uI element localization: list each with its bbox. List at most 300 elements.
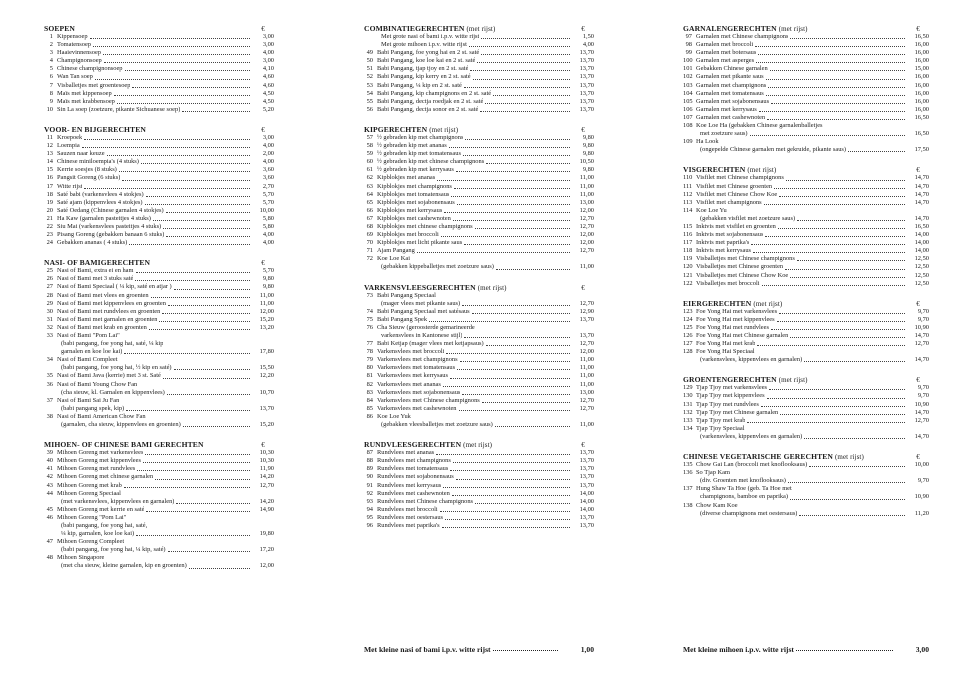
- section-title: [683, 165, 776, 174]
- dot-leader: [470, 70, 570, 71]
- item-name: Ha Look: [696, 138, 719, 146]
- menu-item: [44, 397, 274, 405]
- dot-leader: [796, 650, 893, 651]
- item-name: Garnalen met Chinese champignons: [696, 33, 789, 40]
- menu-item: [683, 469, 929, 477]
- dot-leader: [799, 515, 905, 516]
- dot-leader: [440, 511, 570, 512]
- item-price: 14,70: [914, 214, 929, 222]
- item-name: Inktvis met paprika's: [696, 239, 750, 247]
- menu-item: [364, 292, 594, 300]
- dot-leader: [174, 289, 250, 290]
- menu-item: [44, 166, 274, 174]
- item-number: 21: [46, 214, 53, 222]
- section-note: (met rijst): [778, 376, 808, 385]
- dot-leader: [758, 54, 905, 55]
- item-number: 104: [683, 89, 693, 97]
- dot-leader: [759, 111, 905, 112]
- menu-item: [44, 514, 274, 522]
- menu-item: [44, 554, 274, 562]
- item-price: 16,00: [914, 97, 929, 105]
- dot-leader: [146, 196, 250, 197]
- item-name: Nasi of Bami met rundvlees en groenten: [57, 307, 161, 315]
- item-name: (babi pangang, foe yong hai, saté,: [61, 521, 148, 529]
- item-name: Kipblokjes met ananas: [377, 174, 436, 182]
- item-price: 3,00: [262, 133, 274, 141]
- section-title-text: MIHOEN- OF CHINESE BAMI GERECHTEN: [44, 440, 204, 450]
- item-number: 12: [46, 142, 53, 150]
- section-header: [683, 450, 929, 461]
- item-price: 14,70: [914, 408, 929, 416]
- dot-leader: [442, 527, 570, 528]
- menu-item: [364, 90, 594, 98]
- menu-item: [683, 417, 929, 425]
- item-number: 28: [46, 291, 53, 299]
- item-price: 11,20: [914, 509, 929, 517]
- dot-leader: [104, 62, 250, 63]
- item-number: 62: [366, 174, 373, 182]
- item-price: 14,00: [914, 231, 929, 239]
- item-name: garnalen en koe loe kai): [61, 348, 123, 356]
- menu-item: [364, 215, 594, 223]
- item-price: 14,00: [914, 239, 929, 247]
- item-price: 4,00: [262, 231, 274, 239]
- item-name: Babi Pangang, kip champignons en 2 st. saté: [377, 89, 492, 97]
- item-name: Saté babi (varkensvlees 4 stokjes): [57, 190, 144, 198]
- item-name: Rundvlees met sojabonensaus: [377, 473, 454, 481]
- item-name: Koe Loe Kai: [377, 255, 411, 263]
- item-price: 16,00: [914, 81, 929, 89]
- item-name: Rundvlees met broccoli: [377, 505, 438, 513]
- menu-item: [44, 356, 274, 364]
- item-number: 98: [685, 41, 692, 49]
- item-number: 83: [366, 388, 373, 396]
- menu-item: [683, 207, 929, 215]
- menu-item: [44, 142, 274, 150]
- dot-leader: [417, 252, 570, 253]
- item-price: 14,00: [914, 247, 929, 255]
- item-name: Varkensvlees met kerrysaus: [377, 372, 448, 380]
- dot-leader: [480, 111, 570, 112]
- item-name: Maïs met kippensoep: [57, 89, 112, 97]
- menu-item: [683, 392, 929, 400]
- dot-leader: [436, 454, 570, 455]
- item-name: Garnalen met broccoli: [696, 41, 754, 49]
- item-number: 115: [683, 222, 693, 230]
- item-price: 13,70: [579, 457, 594, 465]
- section-title: [364, 283, 507, 292]
- footer-price: 3,00: [915, 645, 929, 654]
- item-name: Visballetjes met Chinese champignons: [696, 255, 795, 263]
- item-number: 49: [366, 49, 373, 57]
- item-name: Pangsit Goreng (6 stuks): [57, 174, 121, 182]
- item-number: 77: [366, 340, 373, 348]
- item-price: 9,80: [582, 150, 594, 158]
- item-name: Kipblokjes met cashewnoten: [377, 214, 451, 222]
- dot-leader: [168, 305, 250, 306]
- item-number: 113: [683, 198, 693, 206]
- dot-leader: [441, 236, 570, 237]
- item-number: 125: [683, 323, 693, 331]
- item-price: 14,70: [914, 182, 929, 190]
- dot-leader: [456, 171, 570, 172]
- item-name: Kipblokjes met sojabonensaus: [377, 198, 455, 206]
- dot-leader: [163, 228, 250, 229]
- item-price: 13,70: [579, 89, 594, 97]
- dot-leader: [780, 414, 905, 415]
- item-price: 11,00: [579, 182, 594, 190]
- dot-leader: [168, 551, 250, 552]
- item-price: 4,00: [262, 158, 274, 166]
- menu-item: [364, 174, 594, 182]
- item-price: 4,00: [262, 239, 274, 247]
- item-price: 14,00: [579, 497, 594, 505]
- item-name: Babi Pangang, ¼ kip en 2 st. saté: [377, 81, 462, 89]
- menu-item: [44, 449, 274, 457]
- menu-item: [364, 348, 594, 356]
- item-number: 36: [46, 380, 53, 388]
- item-number: 59: [366, 150, 373, 158]
- section-title-text: VARKENSVLEESGERECHTEN: [364, 282, 476, 292]
- dot-leader: [762, 285, 905, 286]
- item-name: Varkensvlees met ananas: [377, 380, 441, 388]
- item-price: 16,00: [914, 57, 929, 65]
- item-number: 92: [366, 489, 373, 497]
- menu-item: [683, 231, 929, 239]
- item-price: 13,70: [579, 465, 594, 473]
- dot-leader: [493, 95, 570, 96]
- item-price: 4,00: [262, 142, 274, 150]
- dot-leader: [788, 482, 905, 483]
- dot-leader: [444, 212, 570, 213]
- section-title: [683, 452, 864, 461]
- item-price: 11,00: [579, 372, 594, 380]
- dot-leader: [786, 180, 905, 181]
- item-number: 50: [366, 57, 373, 65]
- item-number: 60: [366, 158, 373, 166]
- item-number: 68: [366, 222, 373, 230]
- dot-leader: [767, 398, 905, 399]
- dot-leader: [767, 119, 905, 120]
- item-price: 9,80: [582, 142, 594, 150]
- item-number: 23: [46, 231, 53, 239]
- dot-leader: [481, 54, 570, 55]
- item-price: 12,00: [579, 206, 594, 214]
- menu-item: [44, 150, 274, 158]
- item-name: ½ gebraden kip met tomatensaus: [377, 150, 461, 158]
- dot-leader: [475, 503, 570, 504]
- item-name: Rundvlees met kerrysaus: [377, 481, 442, 489]
- item-number: 13: [46, 150, 53, 158]
- item-name: Mihoen Goreng met varkensvlees: [57, 449, 144, 457]
- menu-item: [683, 425, 929, 433]
- item-number: 135: [683, 461, 693, 469]
- dot-leader: [804, 438, 905, 439]
- item-name: Babi Pangang Speciaal: [377, 291, 436, 299]
- item-name: Koe Loe Yu: [696, 206, 727, 214]
- item-price: 3,60: [262, 174, 274, 182]
- section-header: [364, 123, 594, 134]
- item-number: 48: [46, 554, 53, 562]
- section-header: [44, 123, 274, 134]
- item-price: 11,00: [579, 364, 594, 372]
- euro-symbol: €: [261, 259, 265, 268]
- section-header: [44, 256, 274, 267]
- item-name: Visballetjes met Chinese Chow Koe: [696, 271, 789, 279]
- item-name: Visfilet met Chinese groenten: [696, 182, 773, 190]
- item-name: Siu Mai (varkensvlees pasteitjes 4 stuks): [57, 222, 162, 230]
- item-name: Hung Shaw Ta Hoe (geb. Ta Hoe met: [696, 485, 792, 493]
- item-number: 129: [683, 384, 693, 392]
- dot-leader: [159, 321, 250, 322]
- item-number: 7: [49, 81, 53, 89]
- dot-leader: [149, 329, 250, 330]
- menu-column-1: [44, 22, 274, 571]
- menu-section: [683, 373, 929, 441]
- menu-item: [44, 174, 274, 182]
- menu-item: [683, 409, 929, 417]
- item-number: 94: [366, 505, 373, 513]
- item-number: 134: [683, 424, 693, 432]
- item-name: Babi Pangang, foe yong hai en 2 st. saté: [377, 49, 480, 57]
- item-name: (gebakken visfilet met zoetzure saus): [700, 214, 796, 222]
- item-price: 14,70: [914, 356, 929, 364]
- item-price: 15,00: [914, 65, 929, 73]
- menu-item-description: [683, 146, 929, 154]
- item-number: 57: [366, 133, 373, 141]
- item-price: 14,20: [259, 473, 274, 481]
- section-title: [683, 375, 808, 384]
- dot-leader: [464, 337, 570, 338]
- menu-item: [44, 308, 274, 316]
- item-number: 86: [366, 412, 373, 420]
- dot-leader: [135, 280, 250, 281]
- item-price: 15,50: [259, 364, 274, 372]
- section-title: [364, 24, 495, 33]
- menu-item: [683, 122, 929, 130]
- item-price: 12,00: [259, 307, 274, 315]
- menu-item: [683, 247, 929, 255]
- menu-item: [683, 324, 929, 332]
- item-name: Kroepoek: [57, 133, 83, 141]
- item-number: 17: [46, 182, 53, 190]
- item-name: Varkensvlees met tomatensaus: [377, 364, 456, 372]
- item-name: Nasi of Bami Speciaal ( ¼ kip, saté en atjar ): [57, 283, 172, 291]
- dot-leader: [462, 394, 570, 395]
- item-price: 12,50: [914, 271, 929, 279]
- item-price: 16,50: [914, 222, 929, 230]
- item-name: Wan Tan soep: [57, 73, 93, 81]
- menu-item: [683, 114, 929, 122]
- menu-item-description: [364, 263, 594, 271]
- section-title-text: GROENTENGERECHTEN: [683, 375, 777, 385]
- menu-item: [683, 502, 929, 510]
- menu-item: [364, 191, 594, 199]
- dot-leader: [477, 62, 570, 63]
- section-title: [364, 440, 492, 449]
- dot-leader: [456, 479, 570, 480]
- item-name: champignons, bamboe en paprika): [700, 493, 789, 501]
- item-name: ½ gebraden kip met chinese champignons: [377, 158, 485, 166]
- item-name: Babi Pangang Spek: [377, 315, 428, 323]
- item-price: 9,80: [262, 283, 274, 291]
- item-price: 13,70: [579, 57, 594, 65]
- dot-leader: [464, 87, 570, 88]
- menu-item-description: [364, 41, 594, 49]
- menu-item: [44, 215, 274, 223]
- menu-section: [683, 163, 929, 287]
- dot-leader: [770, 70, 905, 71]
- item-price: 10,90: [914, 323, 929, 331]
- item-price: 13,70: [579, 521, 594, 529]
- item-name: Varkensvlees met champignons: [377, 356, 458, 364]
- menu-item-description: [364, 300, 594, 308]
- dot-leader: [450, 470, 570, 471]
- menu-item: [44, 465, 274, 473]
- item-number: 80: [366, 364, 373, 372]
- item-name: (met varkensvlees, kippenvlees en garnalen): [61, 497, 175, 505]
- section-title: [44, 440, 204, 449]
- item-number: 123: [683, 307, 693, 315]
- item-price: 14,20: [259, 497, 274, 505]
- item-price: 13,70: [579, 449, 594, 457]
- menu-item: [364, 324, 594, 332]
- dot-leader: [797, 220, 905, 221]
- menu-item: [364, 397, 594, 405]
- item-name: Rundvlees met tomatensaus: [377, 465, 449, 473]
- dot-leader: [136, 272, 251, 273]
- item-name: Nasi of Bami met krab en groenten: [57, 323, 147, 331]
- menu-item: [364, 372, 594, 380]
- item-name: ½ gebraden kip met champignons: [377, 133, 464, 141]
- menu-item: [364, 473, 594, 481]
- item-name: (babi pangang spek, kip): [61, 404, 125, 412]
- dot-leader: [481, 38, 570, 39]
- item-number: 24: [46, 239, 53, 247]
- menu-section: [44, 438, 274, 570]
- item-name: Mihoen Goreng met rundvlees: [57, 465, 136, 473]
- dot-leader: [778, 228, 905, 229]
- dot-leader: [167, 394, 250, 395]
- item-name: Garnalen met kerrysaus: [696, 105, 757, 113]
- dot-leader: [464, 244, 570, 245]
- menu-item: [683, 272, 929, 280]
- menu-item-description: [44, 530, 274, 538]
- euro-symbol: €: [916, 166, 920, 175]
- section-note: (met rijst): [466, 25, 496, 33]
- dot-leader: [774, 188, 905, 189]
- section-title-text: COMBINATIEGERECHTEN: [364, 24, 465, 33]
- item-name: Met grote mihoen i.p.v. witte rijst: [381, 41, 467, 49]
- item-price: 2,70: [262, 182, 274, 190]
- dot-leader: [452, 495, 570, 496]
- item-price: 5,70: [262, 190, 274, 198]
- item-number: 132: [683, 408, 693, 416]
- item-name: Babi Pangang, kip kerry en 2 st. saté: [377, 73, 471, 81]
- item-number: 30: [46, 307, 53, 315]
- item-number: 101: [683, 65, 693, 73]
- item-name: Foe Yong Hai met kippenvlees: [696, 315, 775, 323]
- item-name: Babi Pangang, tjap tjoy en 2 st. saté: [377, 65, 469, 73]
- dot-leader: [166, 236, 250, 237]
- section-header: [364, 281, 594, 292]
- dot-leader: [95, 79, 250, 80]
- item-price: 15,20: [259, 315, 274, 323]
- item-number: 89: [366, 465, 373, 473]
- item-number: 2: [49, 41, 53, 49]
- item-name: Foe Yong Hai met rundvlees: [696, 323, 769, 331]
- dot-leader: [473, 79, 570, 80]
- item-price: 16,00: [914, 105, 929, 113]
- menu-item: [364, 356, 594, 364]
- menu-item-description: [44, 405, 274, 413]
- item-price: 14,70: [914, 332, 929, 339]
- item-price: 11,00: [259, 299, 274, 307]
- item-name: Pisang Goreng (gebakken banaan 6 stuks): [57, 231, 165, 239]
- section-header: [44, 22, 274, 33]
- item-price: 19,80: [259, 530, 274, 538]
- item-name: (mager vlees met pikante saus): [381, 299, 461, 307]
- menu-item: [683, 223, 929, 231]
- section-note: (met rijst): [429, 125, 459, 134]
- dot-leader: [457, 204, 570, 205]
- euro-symbol: €: [916, 376, 920, 385]
- item-name: Tjap Tjoy met kippenvlees: [696, 392, 765, 400]
- menu-item: [44, 223, 274, 231]
- item-price: 14,70: [914, 432, 929, 440]
- item-name: Sauzen naar keuze: [57, 150, 105, 158]
- item-name: Kipblokjes met chinese champignons: [377, 222, 473, 230]
- item-name: Garnalen met pikante saus: [696, 73, 764, 81]
- dot-leader: [472, 313, 570, 314]
- item-name: Nasi of Bami Young Chow Fan: [57, 380, 138, 388]
- dot-leader: [756, 62, 905, 63]
- item-name: (diverse champignons met oestersaus): [700, 509, 798, 517]
- menu-item: [364, 98, 594, 106]
- menu-item: [683, 340, 929, 348]
- menu-item: [44, 191, 274, 199]
- item-name: Foe Yong Hai met varkensvlees: [696, 307, 778, 315]
- item-name: Tjap Tjoy met rundvlees: [696, 400, 759, 408]
- item-price: 12,50: [914, 279, 929, 287]
- item-number: 27: [46, 283, 53, 291]
- menu-item-description: [683, 433, 929, 441]
- item-name: Nasi of Bami "Pom Lai": [57, 332, 120, 339]
- menu-item: [364, 364, 594, 372]
- menu-item: [683, 138, 929, 146]
- item-number: 87: [366, 449, 373, 457]
- item-name: Nasi of Bami Compleet: [57, 356, 118, 364]
- menu-item: [44, 538, 274, 546]
- item-number: 82: [366, 380, 373, 388]
- section-title-text: KIPGERECHTEN: [364, 124, 428, 134]
- item-number: 38: [46, 412, 53, 420]
- menu-item: [364, 150, 594, 158]
- item-price: 16,00: [914, 49, 929, 57]
- dot-leader: [485, 103, 570, 104]
- dot-leader: [126, 410, 250, 411]
- menu-item: [364, 465, 594, 473]
- menu-item: [44, 292, 274, 300]
- menu-item: [364, 482, 594, 490]
- item-price: 12,70: [914, 416, 929, 424]
- menu-section: [364, 22, 594, 114]
- menu-item: [44, 316, 274, 324]
- menu-item: [364, 142, 594, 150]
- dot-leader: [162, 313, 250, 314]
- menu-item: [364, 413, 594, 421]
- menu-item: [364, 57, 594, 65]
